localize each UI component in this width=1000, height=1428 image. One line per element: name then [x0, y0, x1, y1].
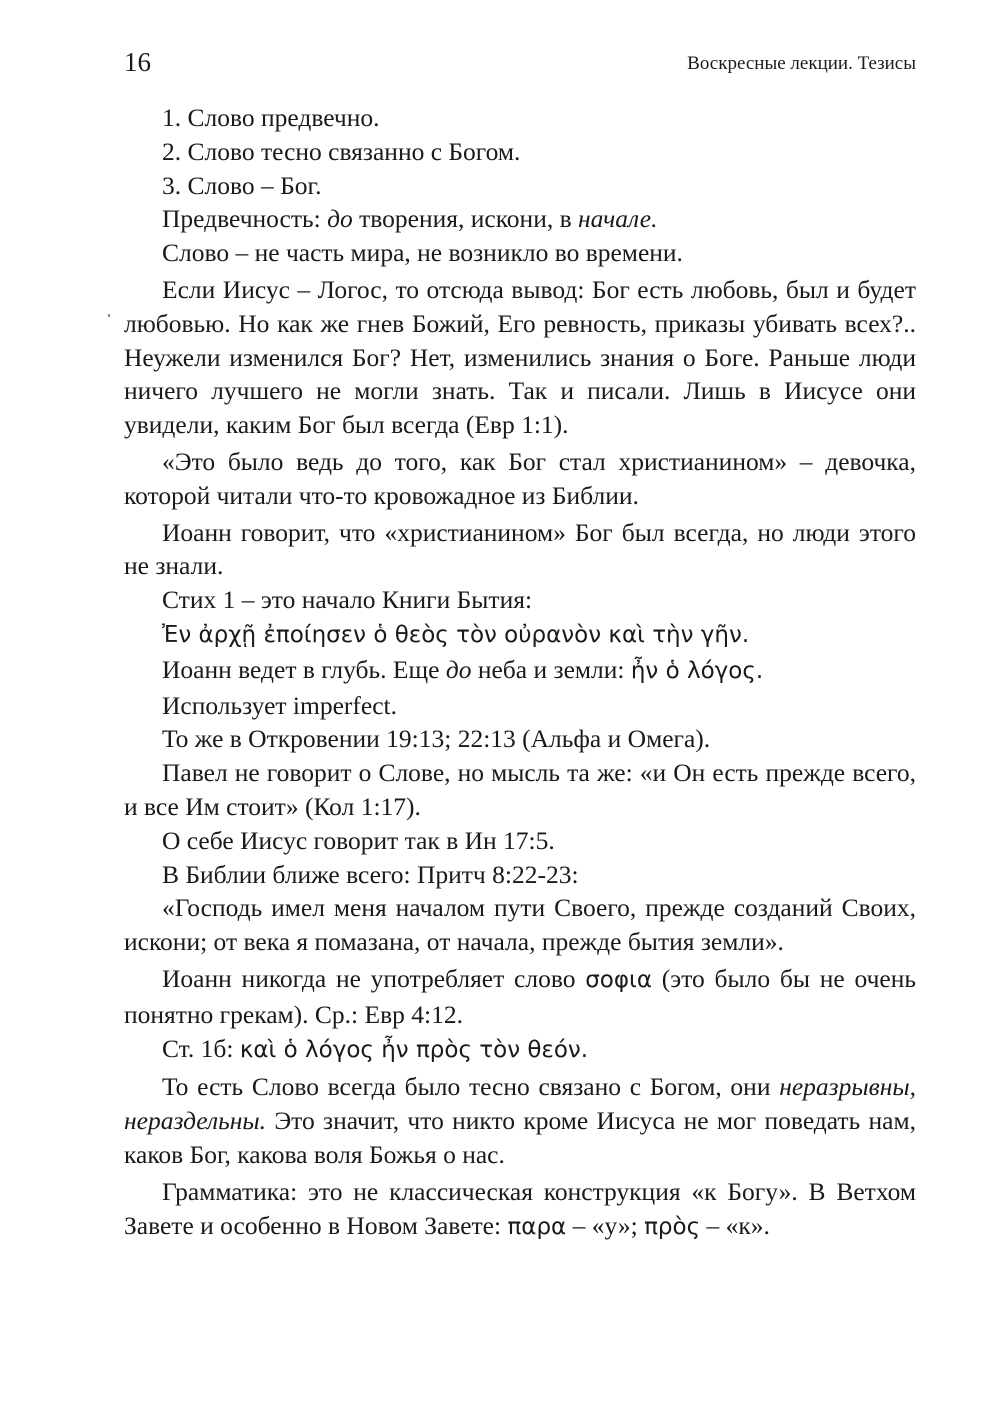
- text-run: То есть Слово всегда было тесно связано с Богом, они: [162, 1072, 780, 1102]
- paragraph-sophia: [124, 962, 916, 1032]
- paragraph-imperfect: Использует imperfect.: [162, 690, 398, 720]
- italic-run: начале.: [578, 204, 658, 234]
- text-run: творения, искони, в: [352, 204, 579, 234]
- text-run: – «у»;: [566, 1210, 645, 1240]
- text-run: Иоанн ведет в глубь. Еще: [162, 654, 446, 684]
- italic-run: до: [445, 654, 472, 684]
- text-run: Предвечность:: [162, 204, 328, 234]
- list-item-1: 1. Слово предвечно.: [162, 103, 380, 132]
- paragraph-inseparable: [124, 1070, 916, 1171]
- greek-text: παρα: [507, 1213, 567, 1240]
- greek-genesis-quote: [124, 617, 916, 653]
- list-item-3: 3. Слово – Бог.: [162, 170, 322, 200]
- text-run: Иоанн никогда не употребляет слово: [162, 963, 586, 993]
- text-run: Это значит, что никто кроме Иисуса не мог поведать нам, каков Бог, какова воля Божья о нас.: [124, 1106, 916, 1169]
- text-run: неба и земли:: [471, 654, 631, 684]
- text-run: Ст. 1б:: [162, 1033, 240, 1063]
- paragraph-john-says: Иоанн говорит, что «христианином» Бог был всегда, но люди этого не знали.: [124, 517, 916, 581]
- greek-text: Ἐν ἀρχῇ ἐποίησεν ὁ θεὸς τὸν οὐρανὸν καὶ τὴν γῆν.: [162, 621, 750, 648]
- list-item-2: 2. Слово тесно связанно с Богом.: [162, 136, 521, 166]
- body-text: [124, 101, 916, 1244]
- running-title: Воскресные лекции. Тезисы: [687, 53, 916, 74]
- paragraph-verse-1: Стих 1 – это начало Книги Бытия:: [162, 585, 533, 615]
- paragraph-logos: Если Иисус – Логос, то отсюда вывод: Бог есть любовь, был и будет любовью. Но как же гнев Божий, Его ревность, приказы убивать всех?.. Неужели изменился Бог? Нет, изменились знания о Боге. Раньше люди ничего лучшего не могли знать. Так и писали. Лишь в Иисусе они увидели, каким Бог был всегда (Евр 1:1).: [124, 274, 916, 440]
- text-run: Грамматика: это не классическая конструкция «к Богу». В Ветхом Завете и особенно в Новом Завете:: [124, 1176, 916, 1240]
- paragraph-john-17: О себе Иисус говорит так в Ин 17:5.: [162, 825, 555, 855]
- italic-run: неразрывны, нераздельны.: [124, 1072, 916, 1136]
- running-head: [124, 46, 916, 78]
- text-run: – «к».: [700, 1210, 770, 1240]
- scan-speck: [108, 314, 110, 317]
- greek-text: πρὸς: [644, 1213, 701, 1240]
- greek-text: καὶ ὁ λόγος ἦν πρὸς τὸν θεόν.: [239, 1036, 589, 1063]
- paragraph-paul: Павел не говорит о Слове, но мысль та же: «и Он есть прежде всего, и все Им стоит» (Кол 1:17).: [124, 758, 916, 821]
- paragraph-preexistence: [124, 202, 916, 236]
- text-run: (это было бы не очень понятно грекам). Ср.: Евр 4:12.: [124, 963, 917, 1029]
- page-number: 16: [124, 47, 151, 77]
- paragraph-verse-1b: [124, 1032, 916, 1068]
- paragraph-lord-quote: «Господь имел меня началом пути Своего, прежде созданий Своих, искони; от века я помазана, от начала, прежде бытия земли».: [124, 893, 916, 957]
- paragraph-girl-quote: «Это было ведь до того, как Бог стал христианином» – девочка, которой читали что-то кровожадное из Библии.: [124, 446, 916, 510]
- greek-text: σοφια: [585, 966, 652, 993]
- paragraph-deeper: [124, 653, 916, 689]
- paragraph-proverbs: В Библии ближе всего: Притч 8:22-23:: [162, 859, 579, 889]
- paragraph-grammar: [124, 1175, 916, 1245]
- paragraph-not-part-of-world: Слово – не часть мира, не возникло во времени.: [162, 238, 683, 268]
- greek-text: ἦν ὁ λόγος.: [630, 657, 764, 684]
- paragraph-revelation: То же в Откровении 19:13; 22:13 (Альфа и Омега).: [162, 724, 711, 754]
- italic-run: до: [327, 204, 353, 234]
